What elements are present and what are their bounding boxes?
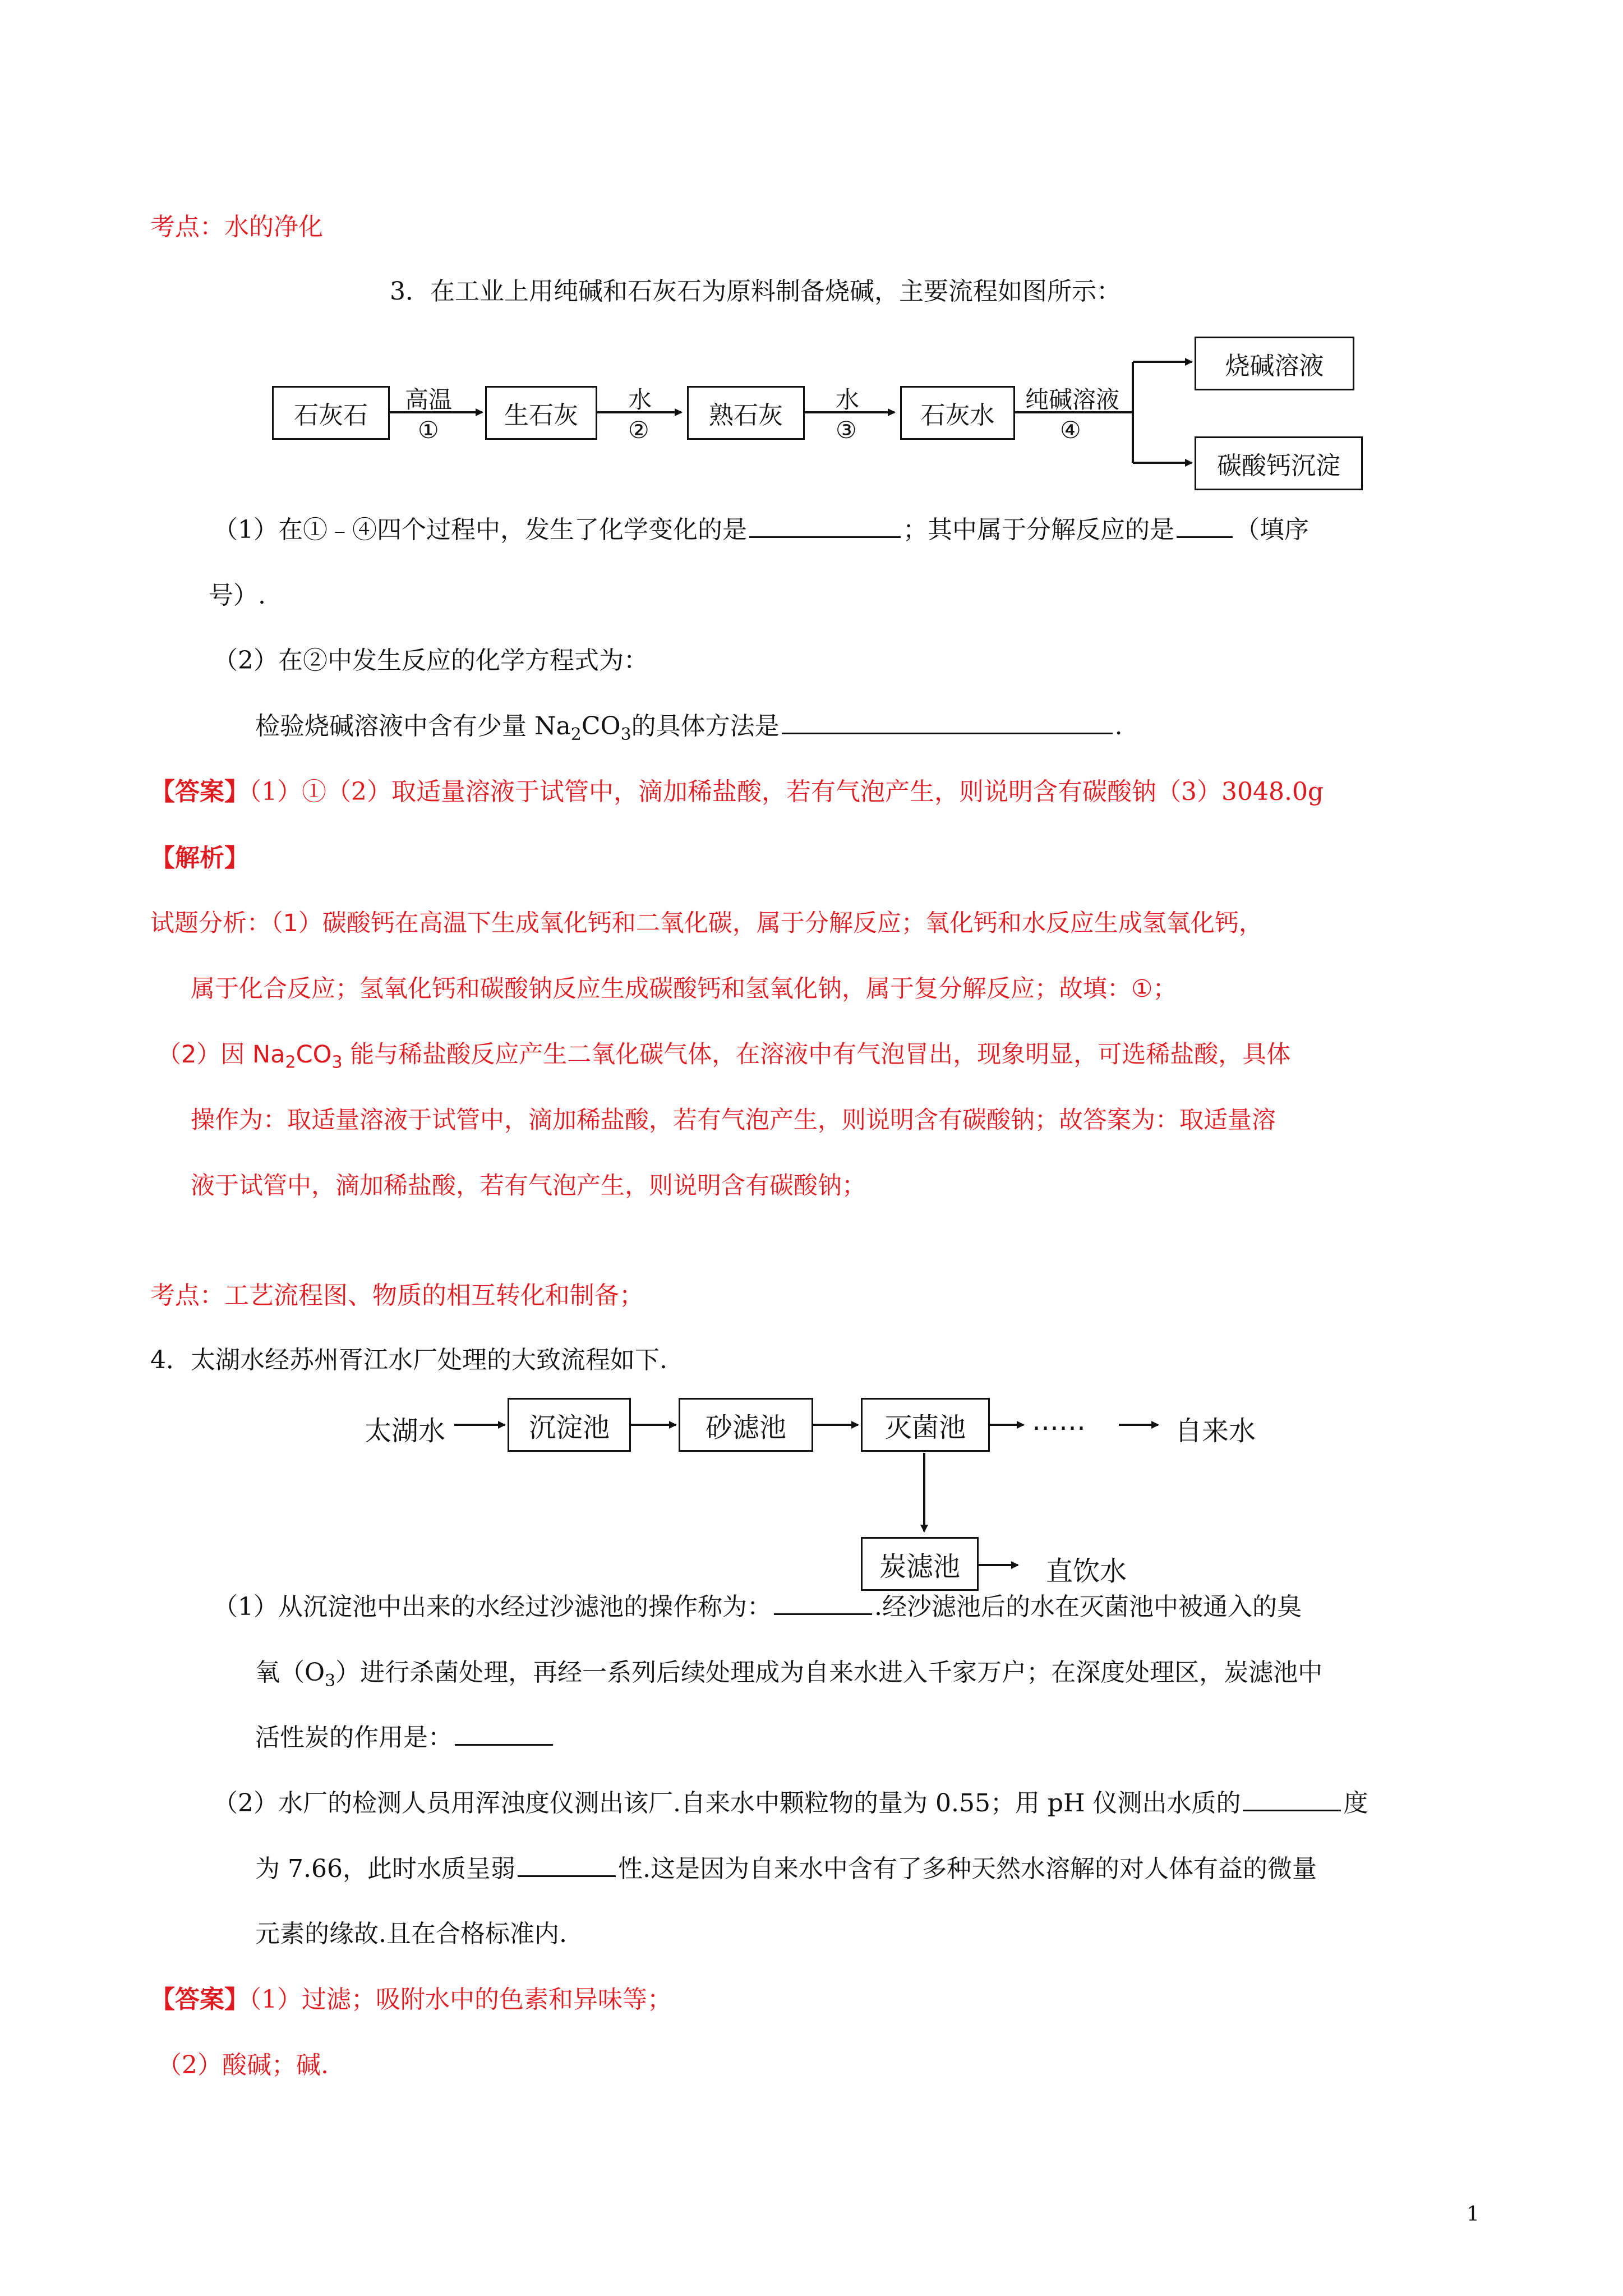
page-number: 1 [1467, 2203, 1479, 2226]
step4-number: ④ [1060, 416, 1081, 444]
step1-number: ① [418, 416, 439, 444]
flow-source-taihu: 太湖水 [365, 1415, 446, 1447]
flow-box-caco3-precipitate: 碳酸钙沉淀 [1195, 436, 1363, 490]
flow-box-sterilization: 灭菌池 [861, 1398, 990, 1452]
q4-part2-line1: （2）水厂的检测人员用浑浊度仪测出该厂.自来水中颗粒物的量为 0.55；用 pH 仪测出水质的 度 [213, 1787, 1368, 1820]
q3-part3: 检验烧碱溶液中含有少量 $Na_2CO_3$的具体方法是 . [255, 710, 1123, 743]
q4-part1-line3: 活性炭的作用是： [255, 1721, 555, 1755]
q3-analysis-line: （2）因 $Na_2CO_3$ 能与稀盐酸反应产生二氧化碳气体，在溶液中有气泡冒出，现象明显，可选稀盐酸，具体 [157, 1041, 1291, 1073]
flow-box-sand-filter: 砂滤池 [679, 1398, 813, 1452]
q3-part1-cont: 号）. [209, 581, 266, 610]
flow-box-carbon-filter: 炭滤池 [861, 1537, 979, 1591]
q4-part1-line1: （1）从沉淀池中出来的水经过沙滤池的操作称为： .经沙滤池后的水在灭菌池中被通入的臭 [213, 1590, 1302, 1624]
step1-condition: 高温 [405, 386, 453, 413]
flow-tap-water: 自来水 [1175, 1415, 1256, 1447]
q4-part2-line3: 元素的缘故.且在合格标准内. [255, 1920, 567, 1948]
q4-answer: 【答案】（1）过滤；吸附水中的色素和异味等； [150, 1985, 672, 2014]
flow-box-sedimentation: 沉淀池 [508, 1398, 631, 1452]
q4-part1-line2: 氧$(O_3)$进行杀菌处理，再经一系列后续处理成为自来水进入千家万户；在深度处理区，炭滤池中 [255, 1658, 1323, 1691]
step3-number: ③ [836, 416, 857, 444]
answer-blank [1243, 1787, 1341, 1811]
answer-blank [455, 1722, 553, 1746]
q3-part1: （1）在①﹣④四个过程中，发生了化学变化的是 ；其中属于分解反应的是 （填序 [213, 513, 1309, 547]
answer-blank [518, 1853, 616, 1877]
q3-part2: （2）在②中发生反应的化学方程式为： [213, 646, 648, 675]
step2-number: ② [628, 416, 649, 444]
flow-ellipsis: …… [1032, 1405, 1086, 1437]
q3-stem: 3．在工业上用纯碱和石灰石为原料制备烧碱，主要流程如图所示： [390, 277, 1121, 306]
step4-condition: 纯碱溶液 [1025, 386, 1120, 413]
flow-drinking-water: 直饮水 [1046, 1556, 1127, 1587]
flow-box-naoh-solution: 烧碱溶液 [1195, 337, 1354, 390]
flow-box-slaked-lime: 熟石灰 [687, 386, 805, 440]
q3-analysis-line: 试题分析：（1）碳酸钙在高温下生成氧化钙和二氧化碳，属于分解反应；氧化钙和水反应生成氢氧化钙， [150, 909, 1263, 937]
flow-box-limestone: 石灰石 [272, 386, 390, 440]
q3-analysis-heading: 【解析】 [150, 844, 249, 872]
flow-box-limewater: 石灰水 [900, 386, 1015, 440]
q3-analysis-line: 属于化合反应；氢氧化钙和碳酸钠反应生成碳酸钙和氢氧化钠，属于复分解反应；故填：①； [191, 975, 1177, 1003]
q4-part2-line2: 为 7.66，此时水质呈弱 性.这是因为自来水中含有了多种天然水溶解的对人体有益的微量 [255, 1852, 1317, 1886]
kaodian-process-flow: 考点：工艺流程图、物质的相互转化和制备； [150, 1281, 644, 1310]
flow-box-quicklime: 生石灰 [485, 386, 597, 440]
answer-blank [774, 1591, 872, 1615]
q4-answer-line2: （2）酸碱；碱. [157, 2051, 329, 2079]
q3-answer: 【答案】（1）①（2）取适量溶液于试管中，滴加稀盐酸，若有气泡产生，则说明含有碳酸钠（3）3048.0g [150, 777, 1324, 806]
q3-analysis-line: 操作为：取适量溶液于试管中，滴加稀盐酸，若有气泡产生，则说明含有碳酸钠；故答案为：取适量溶 [191, 1106, 1276, 1134]
step3-condition: 水 [836, 386, 860, 413]
q3-analysis-line: 液于试管中，滴加稀盐酸，若有气泡产生，则说明含有碳酸钠； [191, 1172, 866, 1200]
step2-condition: 水 [628, 386, 652, 413]
q4-stem: 4．太湖水经苏州胥江水厂处理的大致流程如下. [150, 1346, 667, 1374]
kaodian-water-purification: 考点：水的净化 [150, 213, 323, 241]
